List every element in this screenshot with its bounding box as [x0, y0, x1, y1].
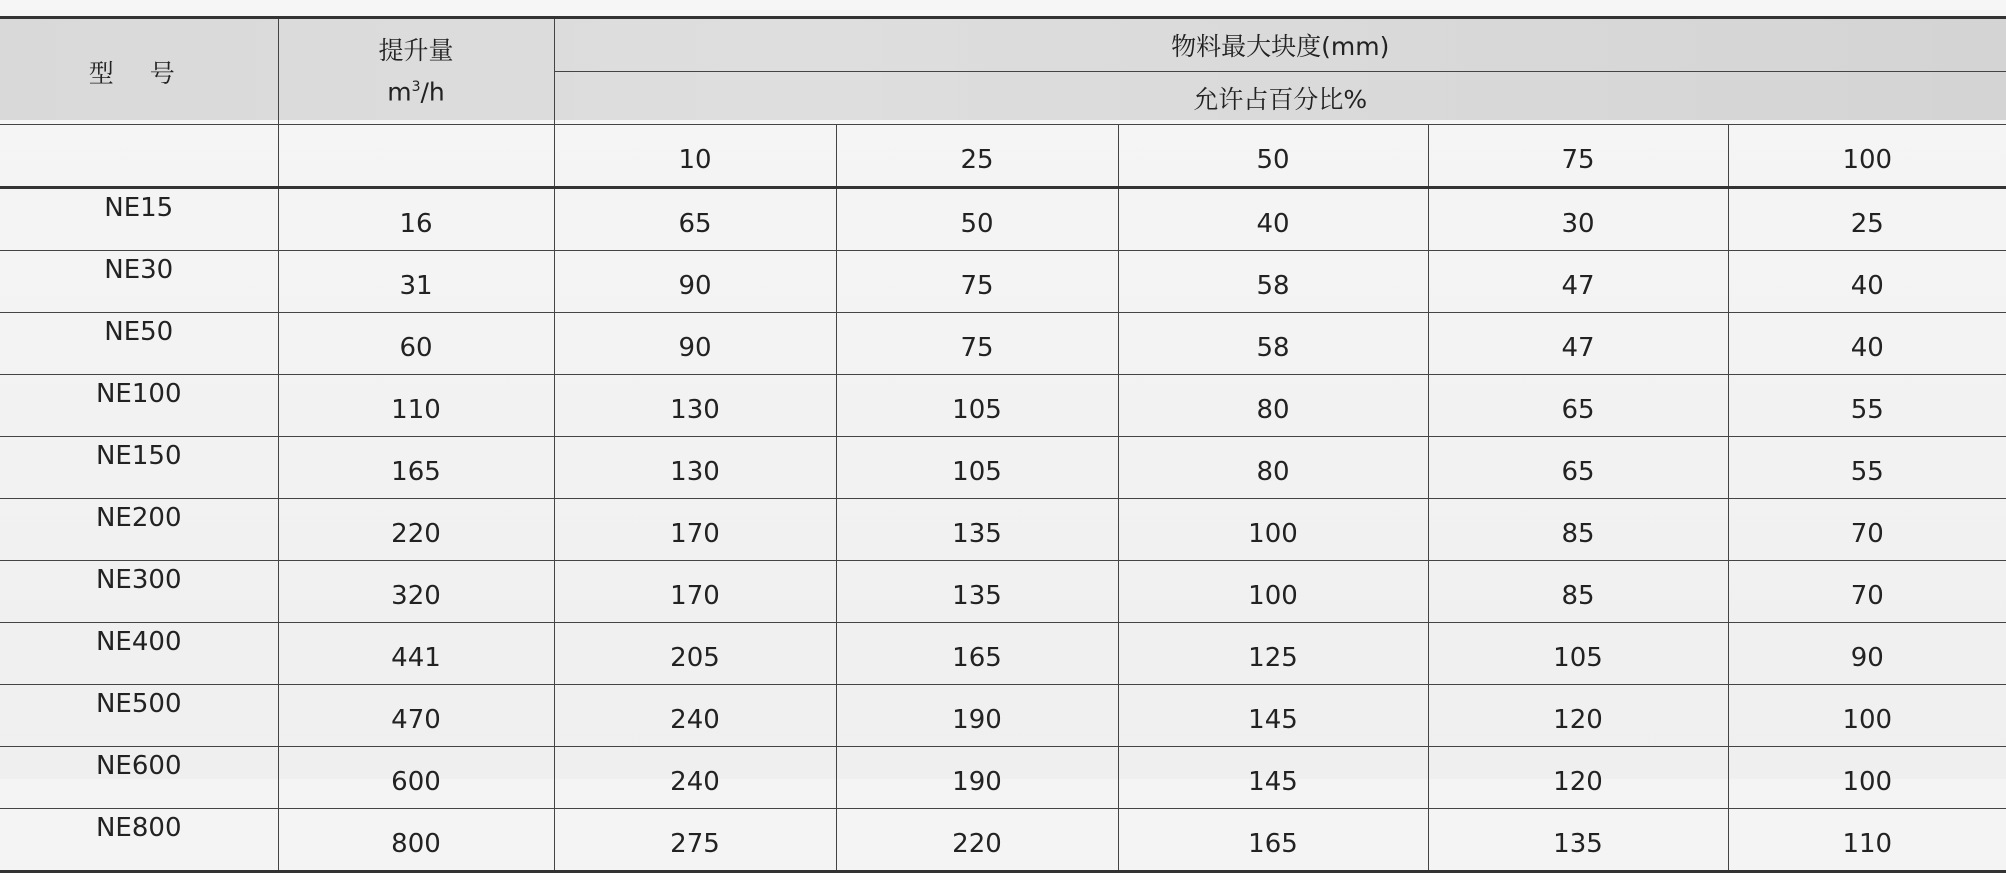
percent-cell: 130: [554, 375, 836, 437]
size-col: 25: [836, 125, 1118, 188]
capacity-cell: 600: [278, 747, 554, 809]
size-row-blank-model: [0, 125, 278, 188]
percent-cell: 70: [1728, 499, 2006, 561]
percent-cell: 30: [1428, 188, 1728, 251]
percent-cell: 65: [1428, 375, 1728, 437]
capacity-cell: 470: [278, 685, 554, 747]
percent-cell: 205: [554, 623, 836, 685]
percent-cell: 58: [1118, 313, 1428, 375]
capacity-cell: 16: [278, 188, 554, 251]
percent-cell: 190: [836, 685, 1118, 747]
percent-cell: 135: [836, 499, 1118, 561]
percent-cell: 165: [836, 623, 1118, 685]
percent-cell: 90: [554, 251, 836, 313]
percent-cell: 75: [836, 313, 1118, 375]
table-row: [0, 251, 2006, 313]
percent-cell: 105: [836, 375, 1118, 437]
model-cell: NE400: [0, 623, 278, 685]
table-row: [0, 188, 2006, 251]
percent-cell: 100: [1118, 561, 1428, 623]
percent-cell: 105: [1428, 623, 1728, 685]
table-row: [0, 313, 2006, 375]
percent-cell: 135: [1428, 809, 1728, 872]
percent-cell: 75: [836, 251, 1118, 313]
header-model: 型 号: [0, 18, 278, 125]
size-row-blank-capacity: [278, 125, 554, 188]
model-cell: NE150: [0, 437, 278, 499]
model-cell: NE200: [0, 499, 278, 561]
size-col: 10: [554, 125, 836, 188]
size-col: 75: [1428, 125, 1728, 188]
percent-cell: 220: [836, 809, 1118, 872]
percent-cell: 145: [1118, 747, 1428, 809]
percent-cell: 47: [1428, 313, 1728, 375]
percent-cell: 25: [1728, 188, 2006, 251]
model-cell: NE15: [0, 188, 278, 251]
size-col: 50: [1118, 125, 1428, 188]
header-capacity-unit: $m^3/h$: [387, 77, 445, 107]
capacity-cell: 110: [278, 375, 554, 437]
percent-cell: 100: [1118, 499, 1428, 561]
capacity-cell: 31: [278, 251, 554, 313]
percent-cell: 100: [1728, 747, 2006, 809]
percent-cell: 275: [554, 809, 836, 872]
percent-cell: 40: [1728, 251, 2006, 313]
spec-table: [0, 16, 2006, 873]
percent-cell: 190: [836, 747, 1118, 809]
table-row: [0, 623, 2006, 685]
percent-cell: 85: [1428, 499, 1728, 561]
model-cell: NE500: [0, 685, 278, 747]
header-max-size: 物料最大块度(mm): [554, 18, 2006, 72]
table-row: [0, 561, 2006, 623]
percent-cell: 170: [554, 499, 836, 561]
size-col: 100: [1728, 125, 2006, 188]
percent-cell: 125: [1118, 623, 1428, 685]
percent-cell: 70: [1728, 561, 2006, 623]
percent-cell: 58: [1118, 251, 1428, 313]
size-row: [0, 125, 2006, 188]
percent-cell: 120: [1428, 685, 1728, 747]
percent-cell: 90: [1728, 623, 2006, 685]
table-row: [0, 685, 2006, 747]
percent-cell: 165: [1118, 809, 1428, 872]
capacity-cell: 165: [278, 437, 554, 499]
model-cell: NE100: [0, 375, 278, 437]
percent-cell: 135: [836, 561, 1118, 623]
percent-cell: 80: [1118, 375, 1428, 437]
header-capacity-label: 提升量: [378, 35, 454, 65]
model-cell: NE800: [0, 809, 278, 872]
percent-cell: 130: [554, 437, 836, 499]
table-row: [0, 809, 2006, 872]
table-row: [0, 375, 2006, 437]
table-row: [0, 499, 2006, 561]
percent-cell: 55: [1728, 437, 2006, 499]
percent-cell: 80: [1118, 437, 1428, 499]
percent-cell: 65: [1428, 437, 1728, 499]
percent-cell: 90: [554, 313, 836, 375]
header-capacity: [278, 18, 554, 125]
model-cell: NE30: [0, 251, 278, 313]
table-row: [0, 437, 2006, 499]
percent-cell: 40: [1118, 188, 1428, 251]
table-row: [0, 747, 2006, 809]
percent-cell: 85: [1428, 561, 1728, 623]
capacity-cell: 441: [278, 623, 554, 685]
percent-cell: 65: [554, 188, 836, 251]
capacity-cell: 800: [278, 809, 554, 872]
model-cell: NE600: [0, 747, 278, 809]
percent-cell: 50: [836, 188, 1118, 251]
capacity-cell: 320: [278, 561, 554, 623]
percent-cell: 47: [1428, 251, 1728, 313]
percent-cell: 110: [1728, 809, 2006, 872]
percent-cell: 105: [836, 437, 1118, 499]
header-percent: 允许占百分比%: [554, 72, 2006, 125]
percent-cell: 120: [1428, 747, 1728, 809]
model-cell: NE50: [0, 313, 278, 375]
percent-cell: 170: [554, 561, 836, 623]
percent-cell: 145: [1118, 685, 1428, 747]
capacity-cell: 60: [278, 313, 554, 375]
percent-cell: 100: [1728, 685, 2006, 747]
capacity-cell: 220: [278, 499, 554, 561]
percent-cell: 40: [1728, 313, 2006, 375]
percent-cell: 55: [1728, 375, 2006, 437]
percent-cell: 240: [554, 685, 836, 747]
percent-cell: 240: [554, 747, 836, 809]
model-cell: NE300: [0, 561, 278, 623]
